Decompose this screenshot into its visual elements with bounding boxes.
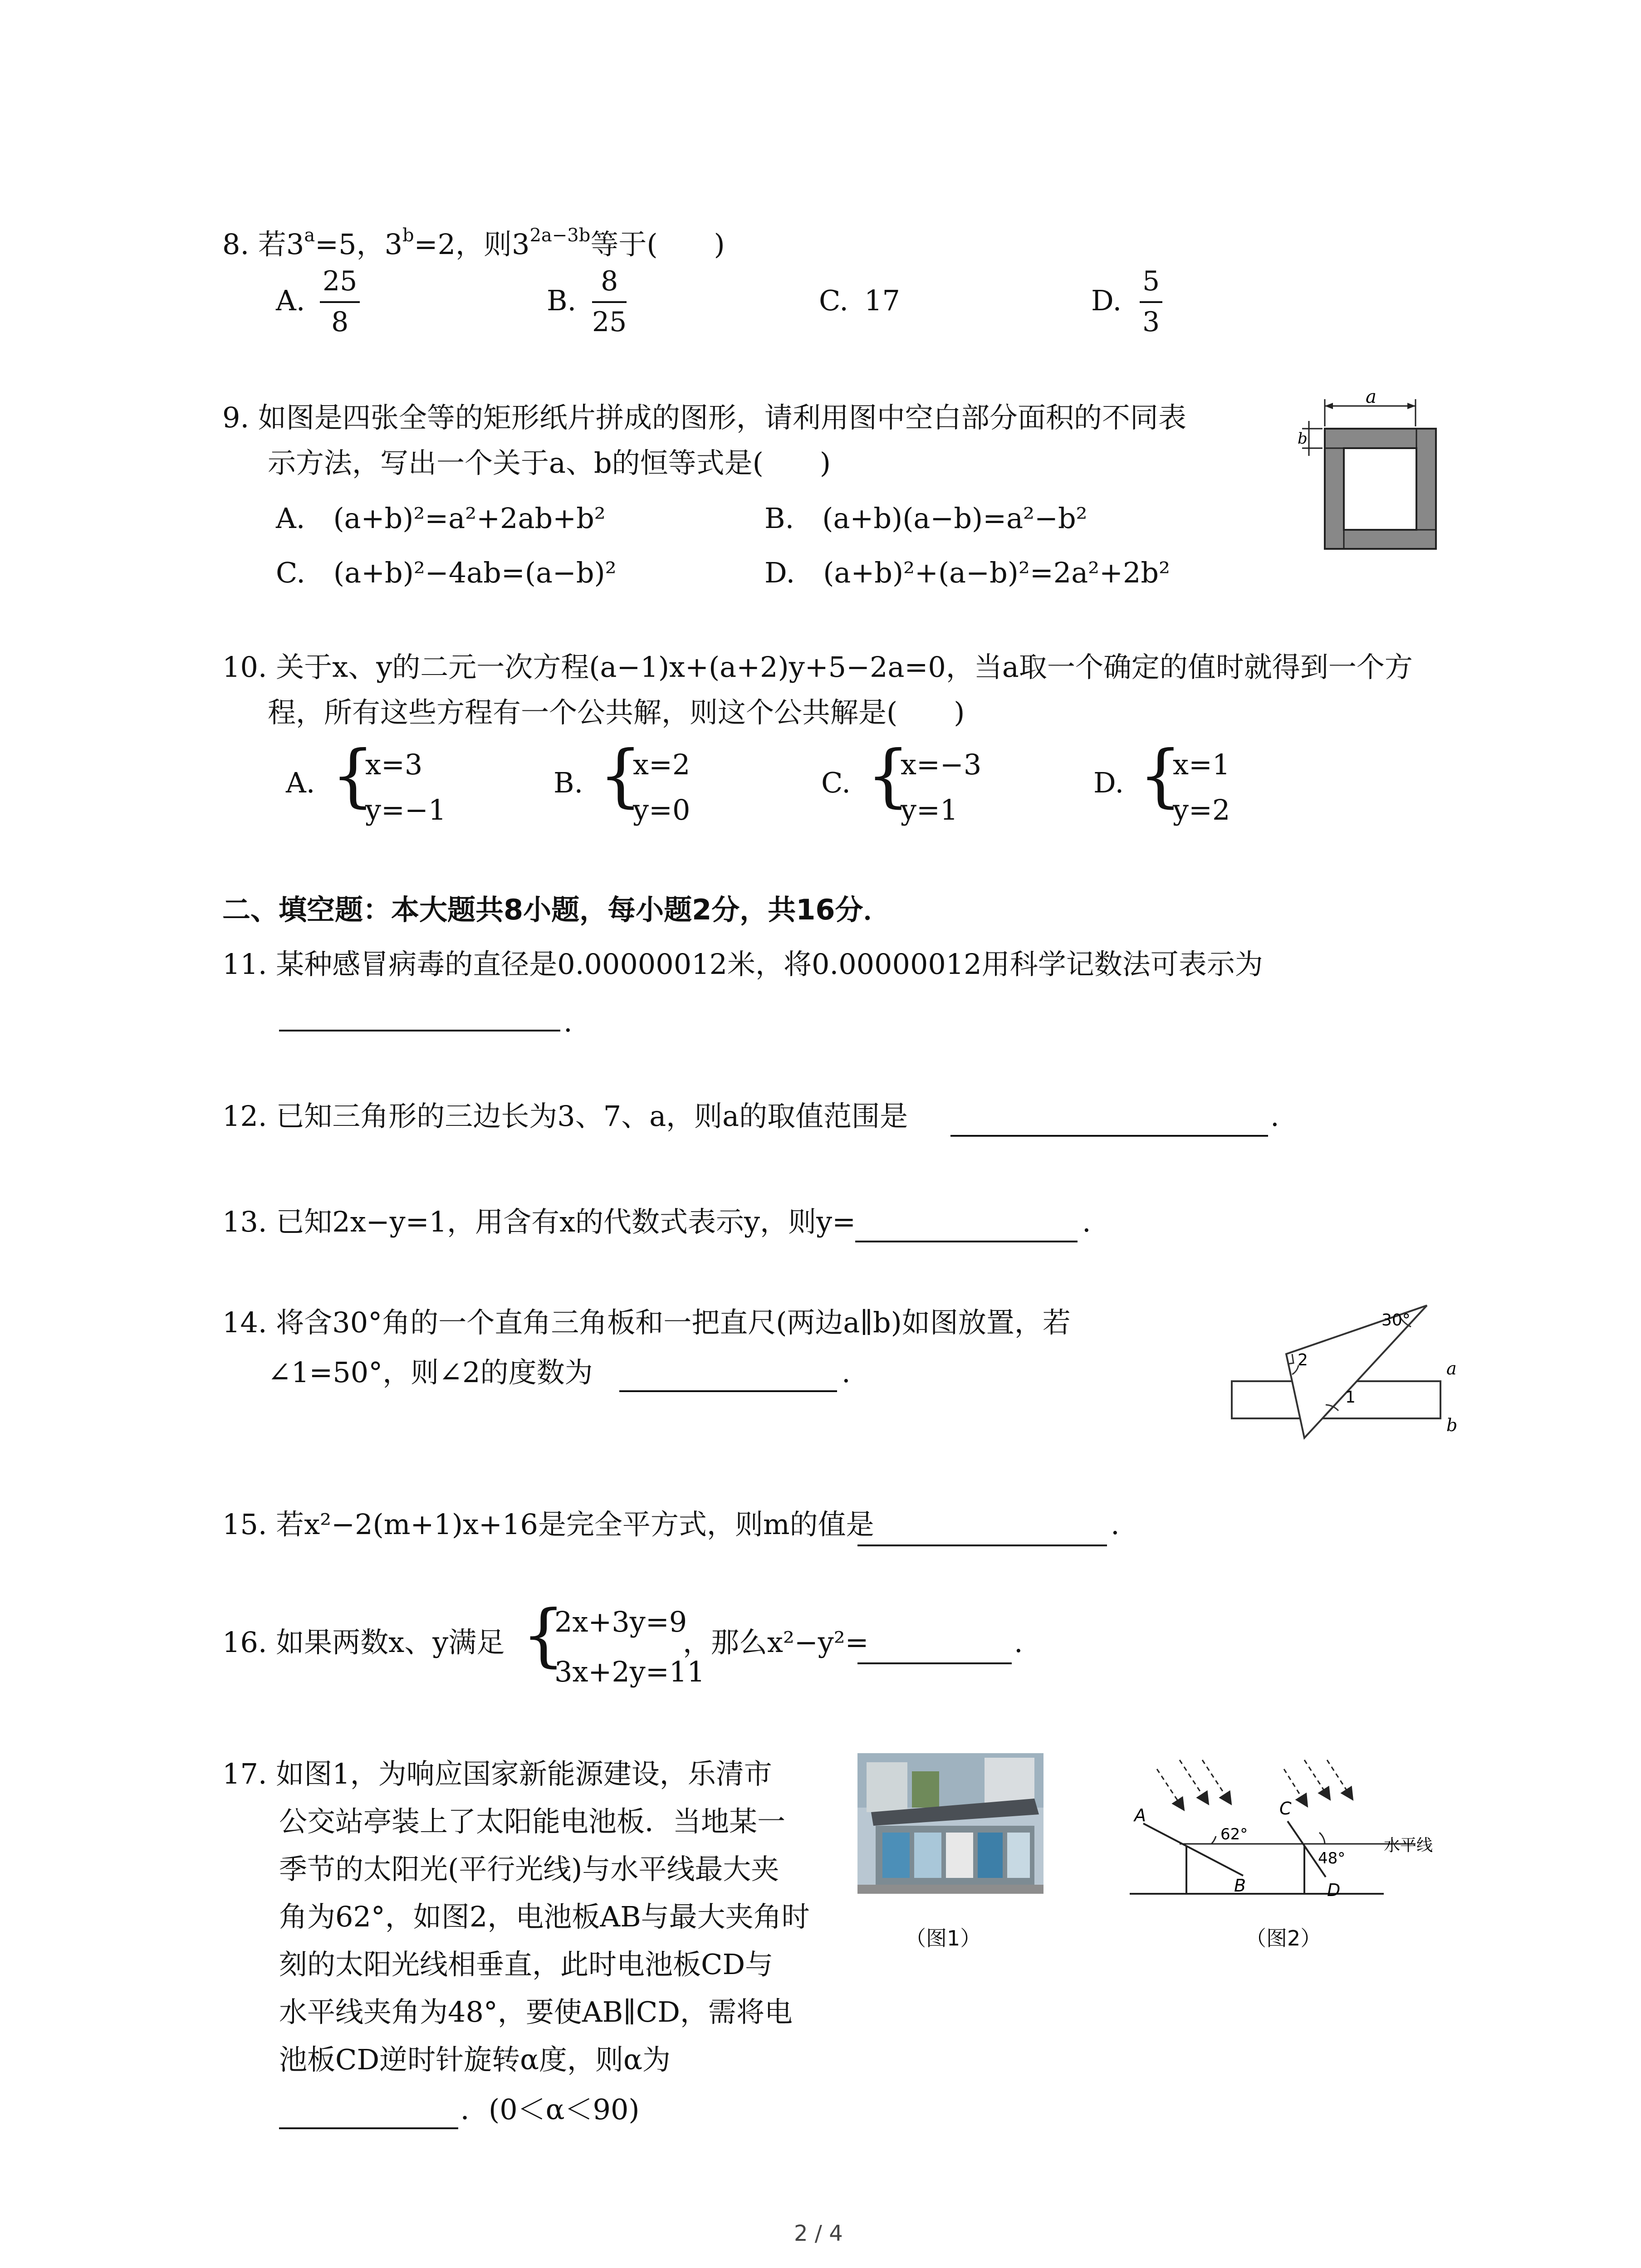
q17-line2: 公交站亭装上了太阳能电池板．当地某一	[279, 1805, 786, 1838]
q8-option-b-fraction: $\frac{8}{25}$	[592, 265, 627, 338]
q17-line5: 刻的太阳光线相垂直，此时电池板CD与	[279, 1948, 774, 1981]
q12-answer-blank[interactable]	[950, 1135, 1268, 1137]
q11-end-period: .	[563, 1005, 573, 1038]
q17-fig2-label-horizontal: 水平线	[1384, 1836, 1433, 1855]
q10-option-b-brace: {	[599, 736, 642, 815]
q10-option-c-eq1: x=−3	[901, 748, 982, 781]
q10-option-d-brace: {	[1139, 736, 1182, 815]
q10-option-a-eq1: x=3	[365, 748, 423, 781]
q10-option-b-eq2: y=0	[633, 793, 691, 826]
q9-option-b: B. (a+b)(a−b)=a²−b²	[764, 502, 1087, 535]
q8-option-b-label: B.	[547, 284, 577, 317]
q10-option-d-label: D.	[1093, 766, 1124, 799]
q14-figure-label-a: a	[1446, 1359, 1457, 1378]
q17-solar-panel-diagram	[1125, 1760, 1452, 1910]
q16-end-period: .	[1014, 1626, 1023, 1659]
q17-line1: 17. 如图1，为响应国家新能源建设，乐清市	[222, 1757, 772, 1790]
q9-stem-line1: 9. 如图是四张全等的矩形纸片拼成的图形，请利用图中空白部分面积的不同表	[222, 401, 1186, 434]
q10-stem-line1: 10. 关于x、y的二元一次方程(a−1)x+(a+2)y+5−2a=0，当a取一个确定的值时就得到一个方	[222, 650, 1413, 684]
q12-end-period: .	[1270, 1100, 1279, 1133]
q8-stem: 8. 若$3^a=5$，$3^b=2$，则$3^{2a-3b}$等于( )	[222, 225, 725, 261]
q17-line4: 角为62°，如图2，电池板AB与最大夹角时	[279, 1900, 810, 1933]
q17-fig2-label-62: 62°	[1220, 1825, 1248, 1843]
q10-option-d-eq2: y=2	[1173, 793, 1230, 826]
q10-option-a-label: A.	[286, 766, 315, 799]
q10-option-b-label: B.	[554, 766, 583, 799]
q15-end-period: .	[1111, 1508, 1120, 1541]
q8-option-a-fraction: $\frac{25}{8}$	[320, 268, 360, 336]
q8-option-d-label: D.	[1091, 284, 1122, 317]
q13-end-period: .	[1082, 1205, 1091, 1238]
q10-option-d-eq1: x=1	[1173, 748, 1230, 781]
q16-stem-post: ，那么x²−y²=	[683, 1626, 869, 1659]
q16-answer-blank[interactable]	[857, 1662, 1012, 1664]
q17-fig2-label-b: B	[1234, 1876, 1246, 1896]
q16-eq1: 2x+3y=9	[554, 1605, 687, 1638]
q17-fig2-label-48: 48°	[1318, 1849, 1346, 1867]
q14-end-period: .	[842, 1356, 851, 1389]
q10-option-c-label: C.	[821, 766, 851, 799]
q10-option-a-eq2: y=−1	[365, 793, 446, 826]
q9-option-d: D. (a+b)²+(a−b)²=2a²+2b²	[764, 556, 1170, 589]
q14-stem-line2: ∠1=50°，则∠2的度数为	[268, 1356, 593, 1389]
q11-stem: 11. 某种感冒病毒的直径是0.00000012米，将0.00000012用科学记数法可表示为	[222, 948, 1263, 981]
q11-answer-blank[interactable]	[279, 1030, 560, 1031]
q14-figure-label-2: 2	[1298, 1351, 1308, 1369]
q8-option-c-value: 17	[864, 284, 900, 317]
q17-fig2-label-d: D	[1327, 1880, 1341, 1900]
q16-brace: {	[522, 1596, 565, 1675]
q15-stem: 15. 若x²−2(m+1)x+16是完全平方式，则m的值是	[222, 1508, 874, 1541]
q17-fig2-label-a: A	[1134, 1805, 1146, 1825]
q10-stem-line2: 程，所有这些方程有一个公共解，则这个公共解是( )	[268, 696, 965, 729]
section-2-title: 二、填空题：本大题共8小题，每小题2分，共16分．	[222, 893, 892, 926]
q13-stem: 13. 已知2x−y=1，用含有x的代数式表示y，则y=	[222, 1205, 856, 1238]
q8-option-a-label: A.	[276, 284, 305, 317]
q8-option-d-fraction: $\frac{5}{3}$	[1140, 268, 1162, 336]
q17-fig2-label-c: C	[1279, 1799, 1292, 1818]
page-number: 2 / 4	[794, 2221, 843, 2246]
q14-stem-line1: 14. 将含30°角的一个直角三角板和一把直尺(两边a∥b)如图放置，若	[222, 1306, 1071, 1339]
q13-answer-blank[interactable]	[855, 1241, 1078, 1242]
q17-fig2-caption: （图2）	[1245, 1926, 1322, 1950]
q15-answer-blank[interactable]	[857, 1545, 1107, 1546]
q14-triangle-ruler-figure	[1225, 1297, 1461, 1447]
q17-end-range: ．(0＜α＜90)	[460, 2093, 640, 2126]
q10-option-b-eq1: x=2	[633, 748, 691, 781]
q17-line6: 水平线夹角为48°，要使AB∥CD，需将电	[279, 1995, 793, 2028]
q14-figure-label-1: 1	[1345, 1388, 1356, 1407]
q14-answer-blank[interactable]	[619, 1390, 837, 1392]
q9-option-a: A. (a+b)²=a²+2ab+b²	[276, 502, 606, 535]
q10-option-a-brace: {	[331, 736, 375, 815]
q12-stem: 12. 已知三角形的三边长为3、7、a，则a的取值范围是	[222, 1100, 908, 1133]
q17-line3: 季节的太阳光(平行光线)与水平线最大夹	[279, 1853, 779, 1886]
q9-option-c: C. (a+b)²−4ab=(a−b)²	[276, 556, 617, 589]
q17-answer-blank[interactable]	[279, 2127, 458, 2129]
q17-line7: 池板CD逆时针旋转α度，则α为	[279, 2043, 671, 2076]
q10-option-c-eq2: y=1	[901, 793, 958, 826]
q16-eq2: 3x+2y=11	[554, 1655, 705, 1688]
q14-figure-label-b: b	[1446, 1415, 1458, 1435]
q9-rectangles-figure	[1293, 386, 1465, 558]
q8-option-c-label: C.	[819, 284, 848, 317]
q16-stem-pre: 16. 如果两数x、y满足	[222, 1626, 505, 1659]
q9-figure-label-a: a	[1366, 386, 1376, 407]
q17-bus-stop-photo	[857, 1753, 1043, 1894]
q17-fig1-caption: （图1）	[905, 1926, 981, 1950]
q10-option-c-brace: {	[867, 736, 910, 815]
q9-stem-line2: 示方法，写出一个关于a、b的恒等式是( )	[268, 446, 831, 479]
q9-figure-label-b: b	[1298, 430, 1308, 448]
q14-figure-label-30: 30°	[1381, 1311, 1411, 1330]
